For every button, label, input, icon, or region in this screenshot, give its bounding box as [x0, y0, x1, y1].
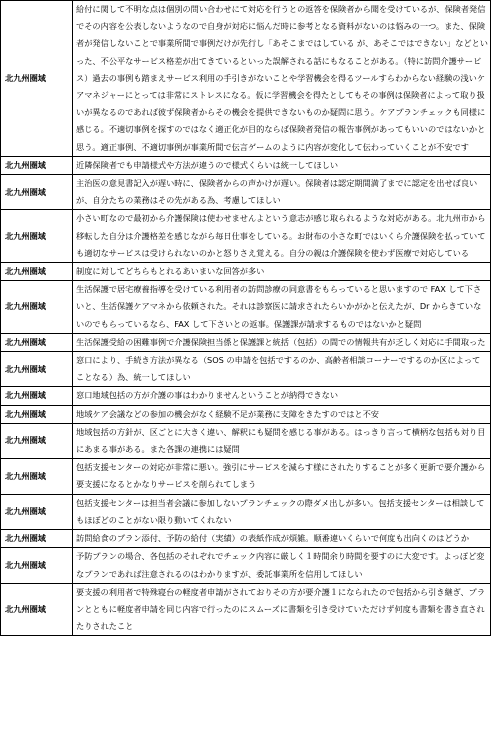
table-row: [1, 333, 491, 351]
table-row: [1, 281, 491, 334]
comment-cell: 窓口により、手続き方法が異なる（SOS の申請を包括でするのか、高齢者相談コーナーでするのか区によってことなる）為、統一してほしい: [73, 352, 491, 387]
comment-cell: 制度に対してどちらもとれるあいまいな回答が多い: [73, 263, 491, 281]
comment-cell: 包括支援センターの対応が非常に悪い。強引にサービスを減らす様にされたりすることが多く更新で要介護から要支援になるとかなりサービスを削られてしまう: [73, 459, 491, 494]
comment-cell: 訪問給食のプラン添付、予防の給付（実績）の表紙作成が煩雑。顺番違いくらいで何度も出向くのはどうか: [73, 530, 491, 548]
region-cell: 北九州圏域: [1, 333, 73, 351]
comment-cell: 近隣保険者でも申請様式や方法が違うので様式くらいは統一してほしい: [73, 156, 491, 174]
region-cell: 北九州圏域: [1, 1, 73, 157]
table-row: [1, 263, 491, 281]
comment-cell: 包括支援センターは担当者会議に参加しないプランチェックの際ダメ出しが多い。包括支援センターは相談してもほぼどのことがない限り動いてくれない: [73, 494, 491, 529]
region-cell: 北九州圏域: [1, 423, 73, 458]
table-row: [1, 1, 491, 157]
region-cell: 北九州圏域: [1, 405, 73, 423]
region-cell: 北九州圏域: [1, 352, 73, 387]
table-row: [1, 405, 491, 423]
region-cell: 北九州圏域: [1, 156, 73, 174]
table-row: [1, 494, 491, 529]
table-row: [1, 423, 491, 458]
comment-cell: 要支援の利用者で特殊寝台の軽度者申請がされておりその方が要介護１になられたので包括から引き継ぎ、プランとともに軽度者申請を同じ内容で行ったのにスムーズに書類を引き受けていただけず何度も書類を書き直されたりされたこと: [73, 583, 491, 636]
region-cell: 北九州圏域: [1, 210, 73, 263]
region-cell: 北九州圏域: [1, 459, 73, 494]
comment-cell: 小さい町なので最初から介護保険は使わせませんよという意志が感じ取られるような対応がある。北九州市から移転した自分は介護格差を感じながら毎日仕事をしている。お財布の小さな町ではいくら介護保険を払っていても適切なサービスは受けられないのかと怒りさえ覚える。自分の親は介護保険を使わず医療で対応している: [73, 210, 491, 263]
comment-cell: 予防プランの場合、各包括のそれぞれでチェック内容に厳しく１時間余り時間を要すのに大変です。よっぽど変なプランであれば注意されるのはわかりますが、委託事業所を信用してほしい: [73, 548, 491, 583]
comment-cell: 生活保護受給の困難事例で介護保険担当係と保護課と統括（包括）の間での情報共有が乏しく対応に手間取った: [73, 333, 491, 351]
region-cell: 北九州圏域: [1, 387, 73, 405]
comments-table-body: [1, 1, 491, 636]
comment-cell: 地域ケア会議などの参加の機会がなく経験不足が業務に支障をきたすのではと不安: [73, 405, 491, 423]
region-cell: 北九州圏域: [1, 548, 73, 583]
region-cell: 北九州圏域: [1, 530, 73, 548]
comment-cell: 生活保護で居宅療養指導を受けている利用者の訪問診療の同意書をもらっていると思いますので FAX して下さいと、生活保護ケアマネから依頼された。それは診察医に請求されたらいかがかと伝えたが、Dr からきていないのでもらっているなら、FAX して下さいとの返事。保護課が請求するものではないかと疑問: [73, 281, 491, 334]
table-row: [1, 387, 491, 405]
table-row: [1, 352, 491, 387]
table-row: [1, 583, 491, 636]
table-row: [1, 530, 491, 548]
table-row: [1, 459, 491, 494]
table-row: [1, 548, 491, 583]
region-cell: 北九州圏域: [1, 494, 73, 529]
table-row: [1, 156, 491, 174]
table-row: [1, 175, 491, 210]
region-cell: 北九州圏域: [1, 263, 73, 281]
region-cell: 北九州圏域: [1, 175, 73, 210]
region-cell: 北九州圏域: [1, 583, 73, 636]
comment-cell: 給付に関して不明な点は個別の問い合わせにて対応を行うとの返答を保険者から聞を受けているが、保険者発信でその内容を公表しないようなので自身が対応に悩んだ時に参考となる資料がないのは悩みの一つ。また、保険者が発信しないことで事業所間で事例だけが先行し「あそこまではしている が、あそこではできない」などといった、不公平なサービス格差が出てきているといった誤解される話にもなることがある。（特に訪問介護サービス）過去の事例も踏まえサービス利用の手引きがないことや学習機会を得るツールすらわからない経験の浅いケアマネジャーにとっては非常にストレスになる。仮に学習機会を得たとしてもその事例は保険者によって取り扱いが異なるのであれば彼ず保険者からその機会を提供できないものか疑問に思う。ケアプランチェックも同様に感じる。不適切事例を探すのではなく適正化が目的ならば保険者発信の報告事例があってもいいのではないかと思う。適正事例、不適切事例が事業所間で伝言ゲームのように内容が変化して伝わっていくことが不安です: [73, 1, 491, 157]
comment-cell: 主治医の意見書記入が遅い時に、保険者からの声かけが遅い。保険者は認定期間満了までに認定を出せば良いが、自分たちの業務はその先がある為、考慮してほしい: [73, 175, 491, 210]
comment-cell: 地域包括の方針が、区ごとに大きく違い、解釈にも疑問を感じる事がある。はっきり言って横柄な包括も対り目にあまる事がある。また各課の連携には疑問: [73, 423, 491, 458]
table-row: [1, 210, 491, 263]
comment-cell: 窓口地域包括の方が介護の事はわかりませんということが納得できない: [73, 387, 491, 405]
region-cell: 北九州圏域: [1, 281, 73, 334]
